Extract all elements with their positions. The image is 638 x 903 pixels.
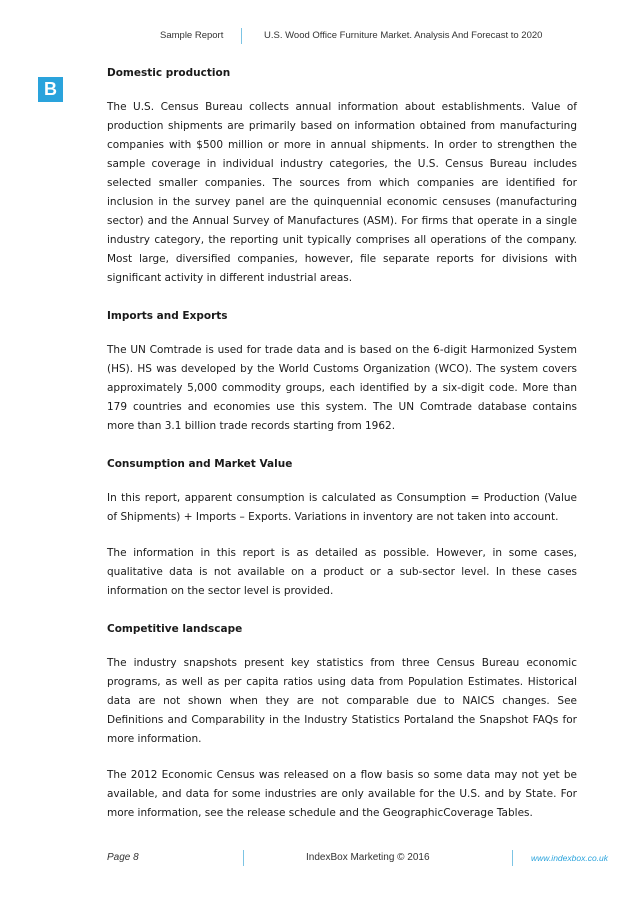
page-content bbox=[107, 62, 577, 823]
page-footer bbox=[0, 850, 638, 868]
footer-separator bbox=[243, 850, 244, 866]
footer-copyright: IndexBox Marketing © 2016 bbox=[306, 852, 430, 863]
paragraph: The U.S. Census Bureau collects annual information about establishments. Value of production shipments are primarily based on information obtained from manufacturing companies with $500 million or more in annual shipments. In order to strengthen the sample coverage in individual industry categories, the U.S. Census Bureau includes selected smaller companies. The sources from which companies are identified for inclusion in the survey panel are the quinquennial economic censuses (manufacturing sector) and the Annual Survey of Manufactures (ASM). For firms that operate in a single industry category, the reporting unit typically comprises all operations of the company. Most large, diversified companies, however, file separate reports for divisions with significant activity in different industrial areas. bbox=[107, 101, 577, 284]
section-title-competitive-landscape: Competitive landscape bbox=[107, 623, 243, 635]
section-title-domestic-production: Domestic production bbox=[107, 67, 231, 79]
page-header bbox=[0, 30, 638, 46]
paragraph: The UN Comtrade is used for trade data and is based on the 6-digit Harmonized System (HS). HS was developed by the World Customs Organization (WCO). The system covers approximately 5,000 commodity groups, each identified by a six-digit code. More than 179 countries and economies use this system. The UN Comtrade database contains more than 3.1 billion trade records starting from 1962. bbox=[107, 344, 577, 432]
paragraph: The 2012 Economic Census was released on a flow basis so some data may not yet be available, and data for some industries are only available for the U.S. and by State. For more information, see the release schedule and the GeographicCoverage Tables. bbox=[107, 769, 577, 819]
page-number: Page 8 bbox=[107, 852, 139, 863]
footer-url-link[interactable]: www.indexbox.co.uk bbox=[531, 853, 609, 863]
footer-separator bbox=[512, 850, 513, 866]
paragraph: In this report, apparent consumption is calculated as Consumption = Production (Value of Shipments) + Imports – Exports. Variations in inventory are not taken into account. bbox=[107, 492, 577, 523]
paragraph: The industry snapshots present key statistics from three Census Bureau economic programs, as well as per capita ratios using data from Population Estimates. Historical data are not shown when they are not comparable due to NAICS changes. See Definitions and Comparability in the Industry Statistics Portaland the Snapshot FAQs for more information. bbox=[107, 657, 577, 745]
section-title-imports-exports: Imports and Exports bbox=[107, 310, 228, 322]
indexbox-logo-icon: B bbox=[38, 77, 63, 102]
header-report-title: U.S. Wood Office Furniture Market. Analysis And Forecast to 2020 bbox=[264, 30, 543, 41]
header-separator bbox=[241, 28, 242, 44]
section-title-consumption-market-value: Consumption and Market Value bbox=[107, 458, 293, 470]
paragraph: The information in this report is as detailed as possible. However, in some cases, qualitative data is not available on a product or a sub-sector level. In these cases information on the sector level is provided. bbox=[107, 547, 577, 597]
header-report-type: Sample Report bbox=[160, 30, 224, 41]
